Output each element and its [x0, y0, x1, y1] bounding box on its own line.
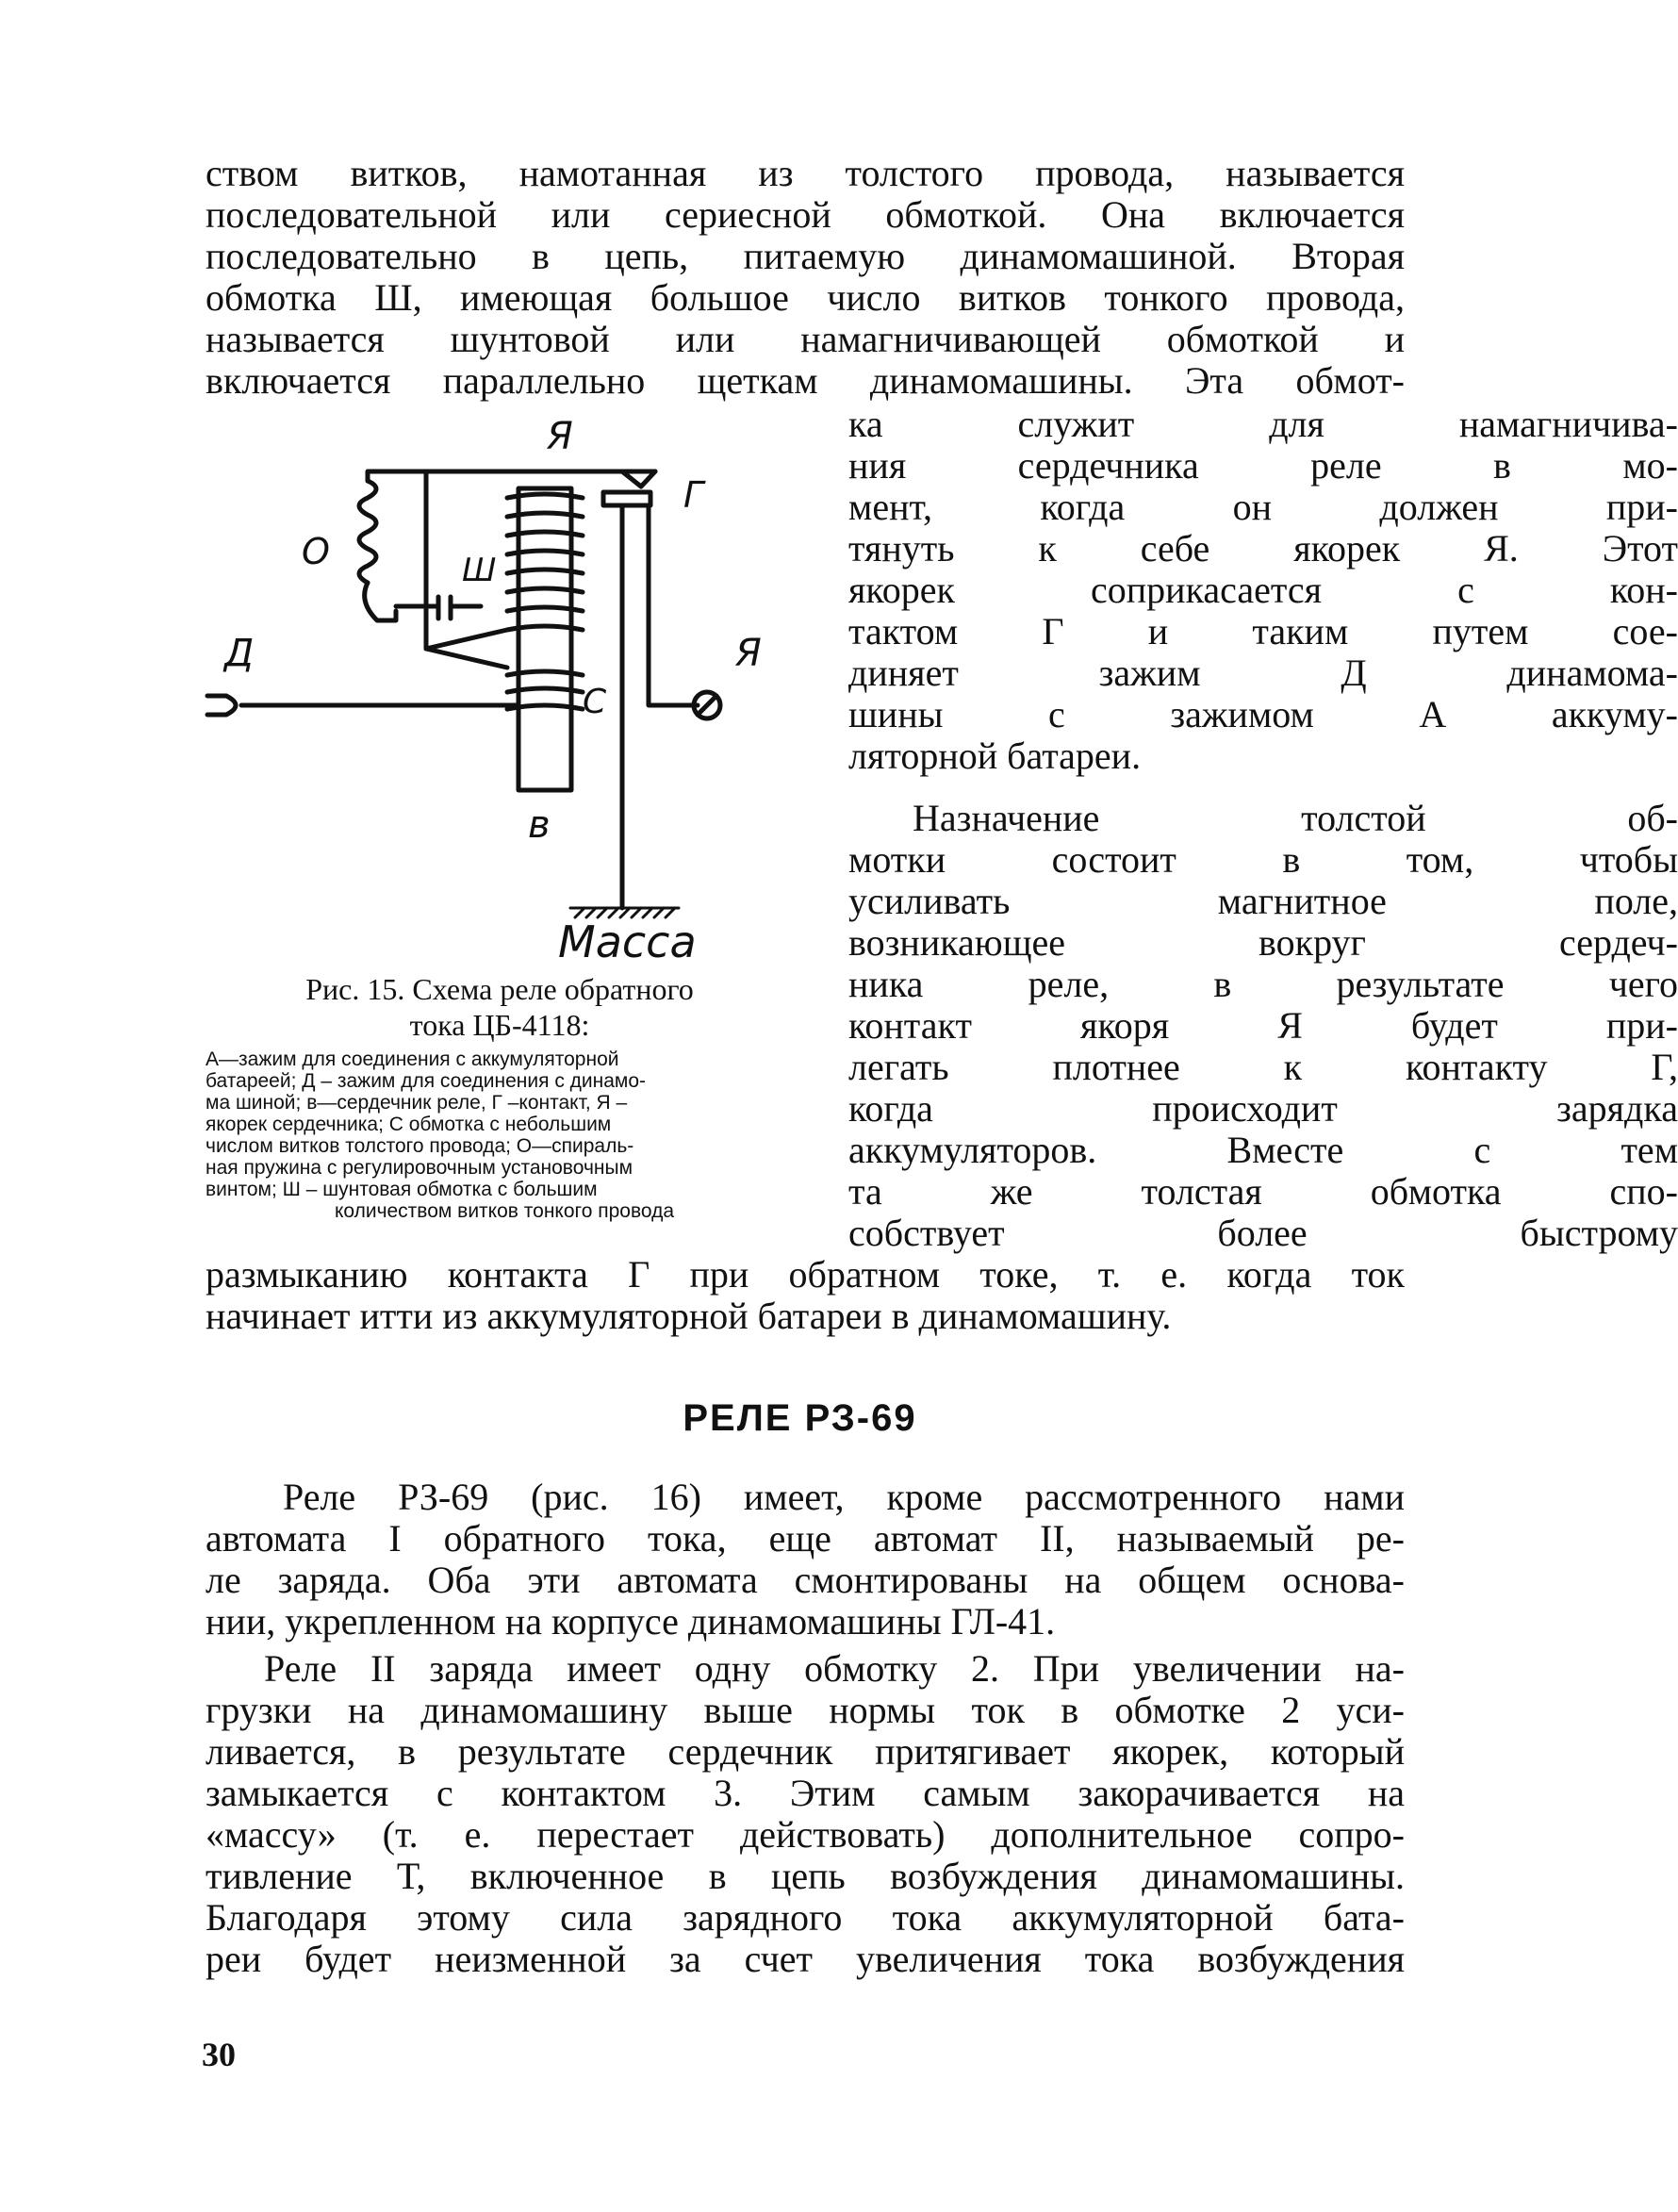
page-number: 30 [202, 2036, 236, 2073]
text-line: называется шунтовой или намагничивающей обмоткой и [206, 318, 1405, 360]
text-line: последовательно в цепь, питаемую динамомашиной. Вторая [206, 235, 1405, 277]
text-line: контакт якоря Я будет при- [848, 1004, 1678, 1047]
legend-line: батареей; Д – зажим для соединения с динамо- [206, 1070, 647, 1092]
text-line: возникающее вокруг сердеч- [848, 921, 1678, 964]
text-line: шины с зажимом А аккуму- [848, 693, 1678, 735]
text-line: ния сердечника реле в мо- [848, 444, 1678, 487]
text-line: ливается, в результате сердечник притягивает якорек, который [206, 1730, 1405, 1773]
legend-line: количеством витков тонкого провода [334, 1200, 675, 1222]
label-ya-top: Я [547, 415, 573, 458]
text-line: тянуть к себе якорек Я. Этот [848, 527, 1678, 570]
text-line: «массу» (т. е. перестает действовать) дополнительное сопро- [206, 1813, 1405, 1856]
terminal-a-slash [698, 696, 716, 715]
text-line: ством витков, намотанная из толстого провода, называется [206, 152, 1405, 194]
legend-line: А—зажим для соединения с аккумуляторной [206, 1048, 619, 1070]
text-line: нии, укрепленном на корпусе динамомашины ГЛ-41. [206, 1600, 1056, 1642]
caption-line: Рис. 15. Схема реле обратного [305, 972, 694, 1006]
text-line: тактом Г и таким путем сое- [848, 610, 1678, 652]
text-line: якорек соприкасается с кон- [848, 569, 1678, 611]
text-line: ле заряда. Оба эти автомата смонтированы на общем основа- [206, 1559, 1405, 1601]
relay-schematic-figure [207, 413, 762, 922]
legend-line: якорек сердечника; С обмотка с небольшим [206, 1114, 612, 1135]
text-line: Реле РЗ-69 (рис. 16) имеет, кроме рассмотренного нами [283, 1476, 1405, 1518]
contact-g [603, 492, 650, 505]
spring-coil [359, 481, 376, 583]
label-g: Г [683, 474, 704, 516]
text-line: автомата I обратного тока, еще автомат II, называемый ре- [206, 1517, 1405, 1560]
text-line: замыкается с контактом 3. Этим самым закорачивается на [206, 1772, 1405, 1814]
text-line: включается параллельно щеткам динамомашины. Эта обмот- [206, 359, 1405, 402]
text-line: размыканию контакта Г при обратном токе, т. е. когда ток [206, 1253, 1405, 1296]
text-line: мент, когда он должен при- [848, 486, 1678, 528]
text-line: легать плотнее к контакту Г, [848, 1046, 1678, 1088]
text-line: грузки на динамомашину выше нормы ток в обмотке 2 уси- [206, 1689, 1405, 1731]
text-line: начинает итти из аккумуляторной батареи в динамомашину. [206, 1295, 1172, 1337]
text-line: ника реле, в результате чего [848, 963, 1678, 1005]
text-line: диняет зажим Д динамома- [848, 652, 1678, 694]
section-heading: РЕЛЕ РЗ-69 [683, 1397, 917, 1439]
text-line: мотки состоит в том, чтобы [848, 838, 1678, 881]
label-sh: Ш [462, 552, 497, 589]
label-c: С [583, 683, 607, 721]
label-o: О [302, 531, 330, 572]
figure-caption-title [226, 971, 773, 1043]
terminal-d [207, 696, 518, 715]
text-line: та же толстая обмотка спо- [848, 1170, 1678, 1213]
label-ya-right: Я [735, 632, 762, 675]
caption-line: тока ЦБ-4118: [409, 1008, 590, 1042]
contact-wire [649, 505, 698, 705]
legend-line: ма шиной; в—сердечник реле, Г –контакт, Я – [206, 1092, 628, 1114]
legend-line: числом витков толстого провода; О—спираль- [206, 1135, 634, 1157]
text-line: последовательной или сериесной обмоткой. Она включается [206, 193, 1405, 236]
figure-legend [206, 1048, 803, 1222]
text-line: усиливать магнитное поле, [848, 880, 1678, 922]
spring-screw [365, 583, 396, 620]
legend-line: ная пружина с регулировочным установочным [206, 1157, 633, 1179]
text-line: Благодаря этому сила зарядного тока аккумуляторной бата- [206, 1896, 1405, 1939]
text-line: Назначение толстой об- [913, 797, 1678, 839]
text-line: реи будет неизменной за счет увеличения тока возбуждения [206, 1938, 1405, 1980]
text-line: аккумуляторов. Вместе с тем [848, 1129, 1678, 1171]
adjust-screw [396, 597, 481, 619]
text-line: ляторной батареи. [848, 735, 1142, 777]
label-d: Д [224, 632, 255, 675]
text-line: собствует более быстрому [848, 1212, 1678, 1254]
text-line: ка служит для намагничива- [848, 403, 1678, 445]
text-line: тивление Т, включенное в цепь возбуждения динамомашины. [206, 1855, 1405, 1897]
label-v: в [528, 803, 551, 847]
text-line: когда происходит зарядка [848, 1087, 1678, 1130]
text-line: Реле II заряда имеет одну обмотку 2. При увеличении на- [264, 1647, 1405, 1690]
text-line: обмотка Ш, имеющая большое число витков тонкого провода, [206, 276, 1405, 319]
legend-line: винтом; Ш – шунтовая обмотка с большим [206, 1179, 598, 1200]
label-massa: Масса [558, 916, 697, 967]
spring-wire [368, 471, 426, 481]
shunt-wires [426, 630, 507, 668]
